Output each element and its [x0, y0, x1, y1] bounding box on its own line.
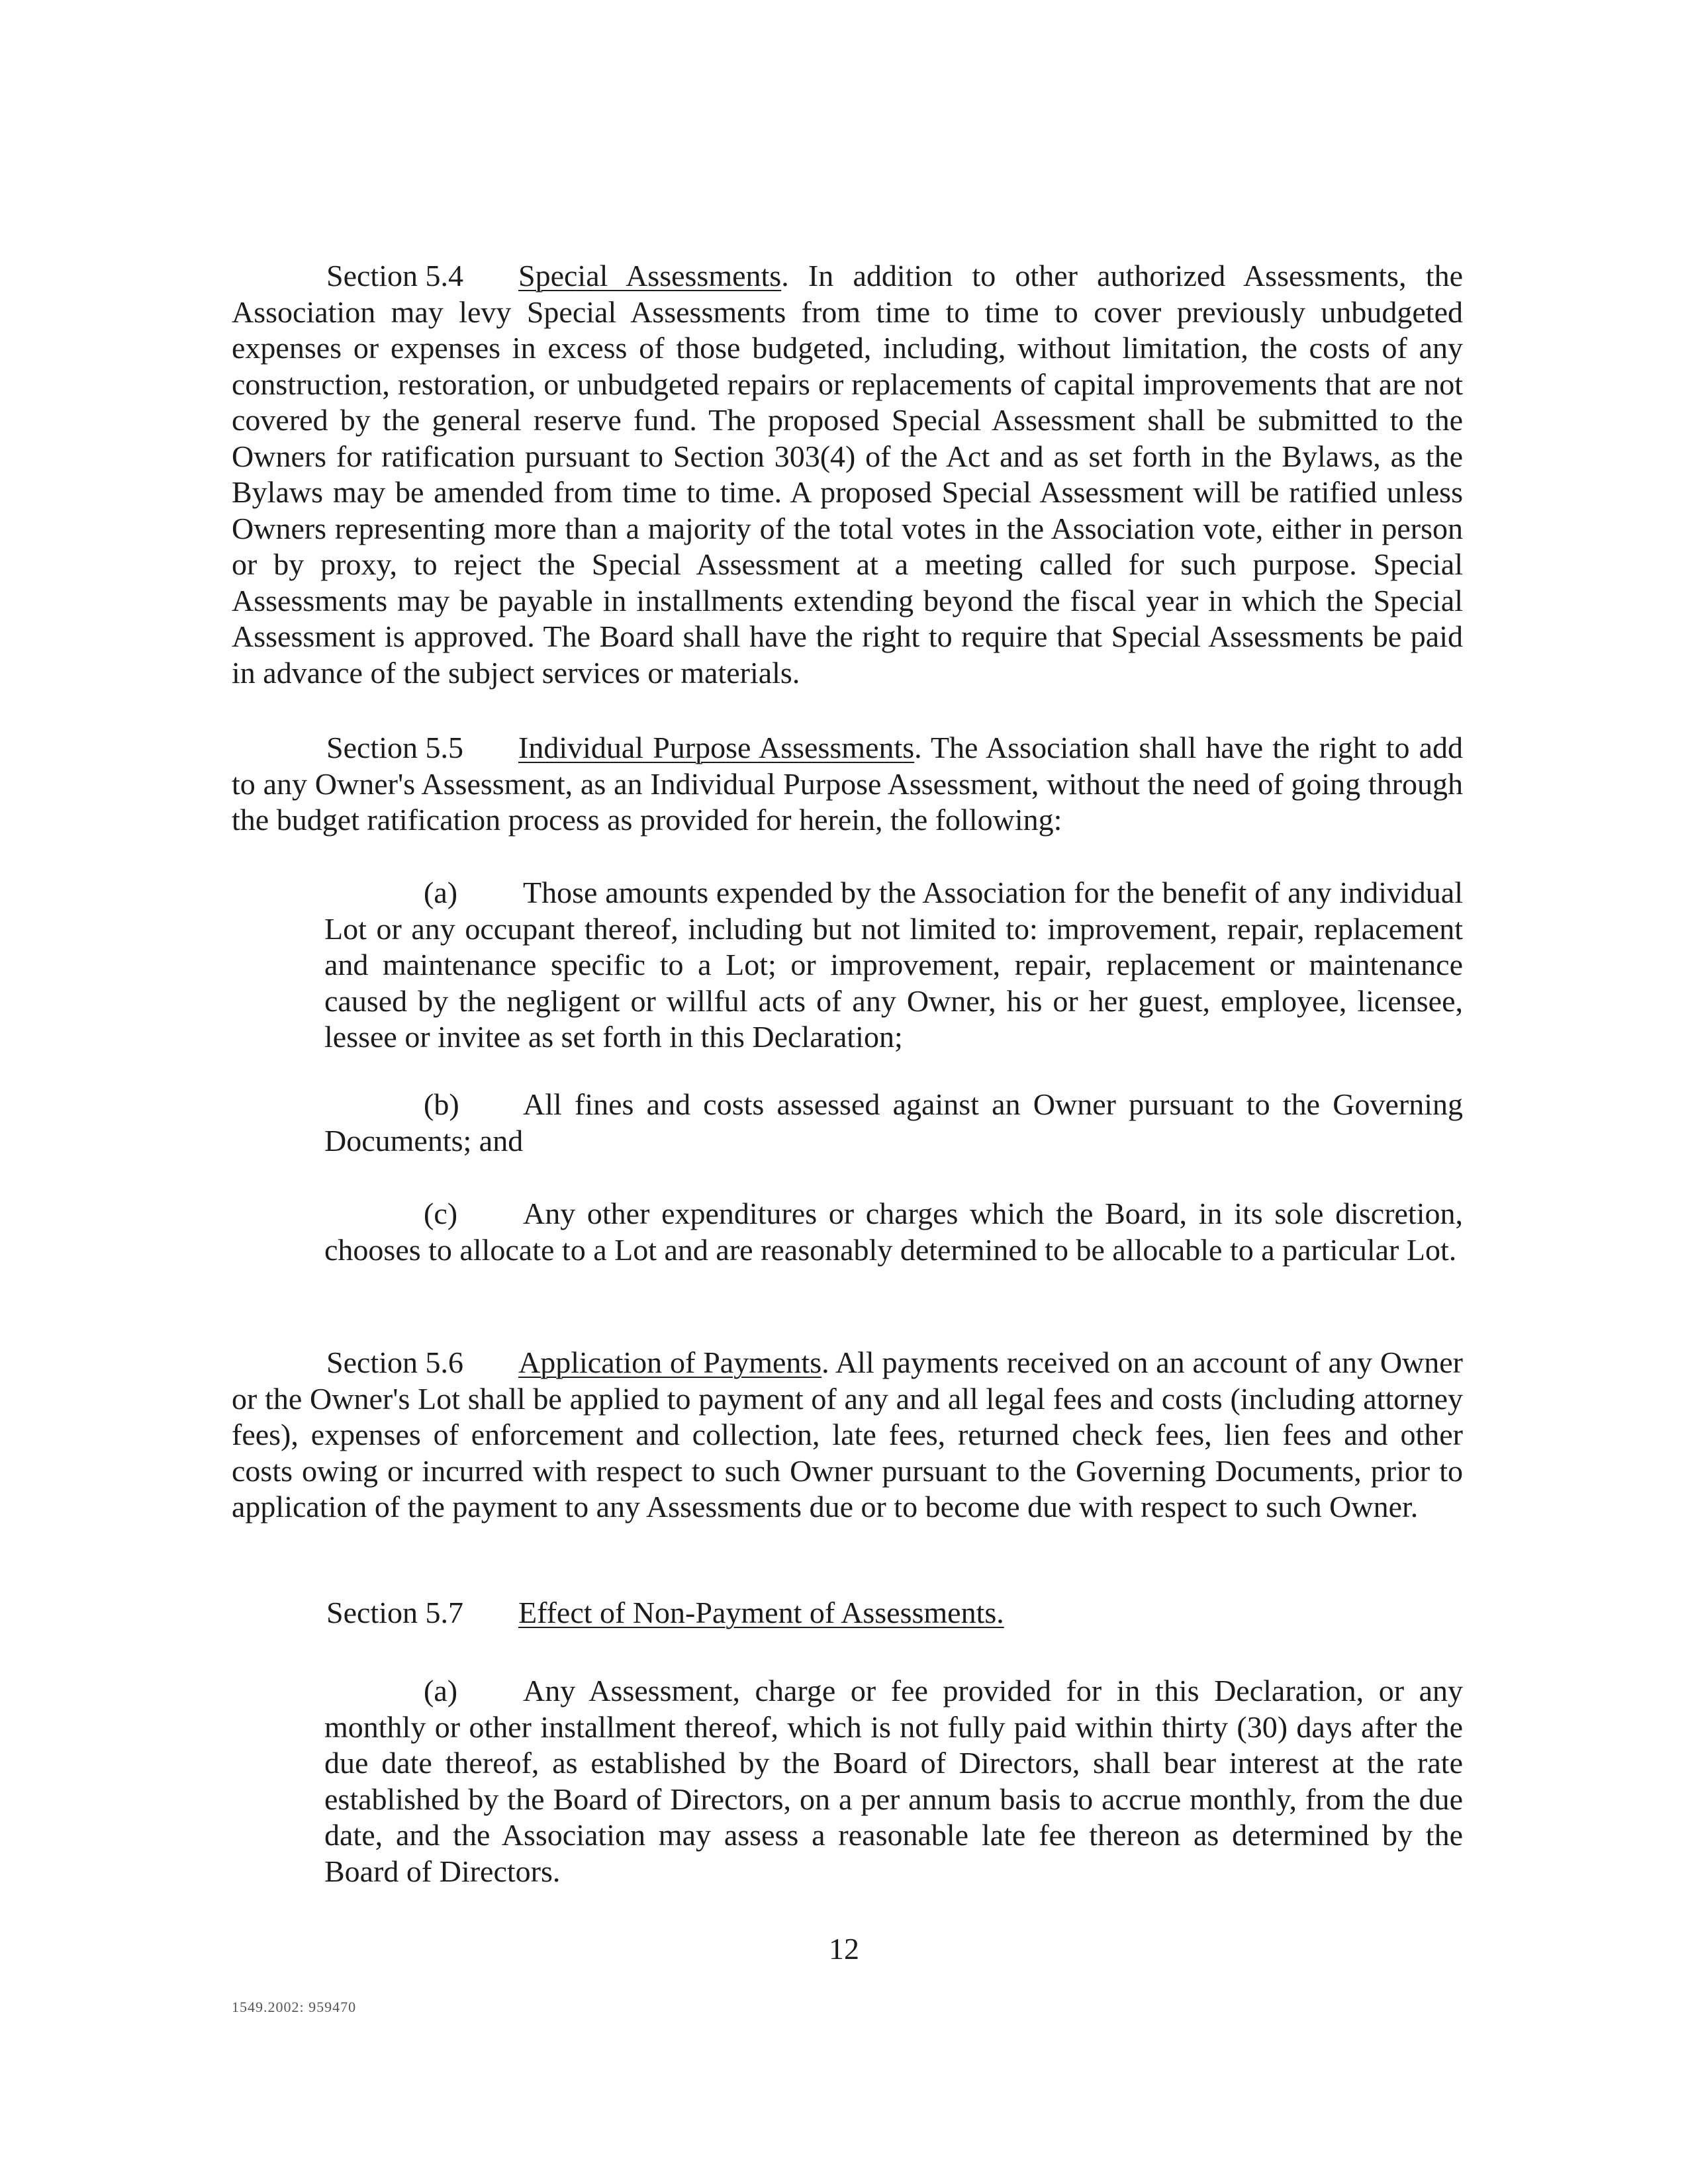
- section-5-5: Section 5.5 Individual Purpose Assessments. The Association shall have the right to add to any Owner's Assessment, as an Individual Purpose Assessment, without the need of going through the budget ratification process as provided for herein, the following:: [232, 731, 1463, 837]
- section-text: The Association shall have the right to add to any Owner's Assessment, as an Individual Purpose Assessment, without the need of going through the budget ratification process as provided for herein, the following:: [232, 731, 1463, 837]
- item-label: (b): [424, 1087, 459, 1121]
- document-id: 1549.2002: 959470: [232, 1999, 357, 2015]
- section-5-7: [232, 1595, 1463, 1631]
- section-5-4: Section 5.4 Special Assessments. In addition to other authorized Assessments, the Association may levy Special Assessments from time to time to cover previously unbudgeted expenses or expenses in excess of those budgeted, including, without limitation, the costs of any construction, restoration, or unbudgeted repairs or replacements of capital improvements that are not covered by the general reserve fund. The proposed Special Assessment shall be submitted to the Owners for ratification pursuant to Section 303(4) of the Act and as set forth in the Bylaws, as the Bylaws may be amended from time to time. A proposed Special Assessment will be ratified unless Owners representing more than a majority of the total votes in the Association vote, either in person or by proxy, to reject the Special Assessment at a meeting called for such purpose. Special Assessments may be payable in installments extending beyond the fiscal year in which the Special Assessment is approved. The Board shall have the right to require that Special Assessments be paid in advance of the subject services or materials.: [232, 259, 1463, 690]
- section-5-5-item-a: [324, 875, 1463, 1056]
- item-label: (a): [424, 876, 458, 909]
- item-text: Any other expenditures or charges which the Board, in its sole discretion, chooses to allocate to a Lot and are reasonably determined to be allocable to a particular Lot.: [324, 1197, 1463, 1267]
- section-text: In addition to other authorized Assessments, the Association may levy Special Assessments from time to time to cover previously unbudgeted expenses or expenses in excess of those budgeted, including, without limitation, the costs of any construction, restoration, or unbudgeted repairs or replacements of capital improvements that are not covered by the general reserve fund. The proposed Special Assessment shall be submitted to the Owners for ratification pursuant to Section 303(4) of the Act and as set forth in the Bylaws, as the Bylaws may be amended from time to time. A proposed Special Assessment will be ratified unless Owners representing more than a majority of the total votes in the Association vote, either in person or by proxy, to reject the Special Assessment at a meeting called for such purpose. Special Assessments may be payable in installments extending beyond the fiscal year in which the Special Assessment is approved. The Board shall have the right to require that Special Assessments be paid in advance of the subject services or materials.: [232, 259, 1463, 690]
- section-number: Section 5.4: [326, 259, 463, 293]
- section-title: Effect of Non-Payment of Assessments.: [518, 1596, 1004, 1629]
- section-5-6: Section 5.6 Application of Payments. All payments received on an account of any Owner or the Owner's Lot shall be applied to payment of any and all legal fees and costs (including attorney fees), expenses of enforcement and collection, late fees, returned check fees, lien fees and other costs owing or incurred with respect to such Owner pursuant to the Governing Documents, prior to application of the payment to any Assessments due or to become due with respect to such Owner.: [232, 1345, 1463, 1524]
- item-text: Any Assessment, charge or fee provided for in this Declaration, or any monthly or other installment thereof, which is not fully paid within thirty (30) days after the due date thereof, as established by the Board of Directors, shall bear interest at the rate established by the Board of Directors, on a per annum basis to accrue monthly, from the due date, and the Association may assess a reasonable late fee thereon as determined by the Board of Directors.: [324, 1674, 1463, 1888]
- item-text: All fines and costs assessed against an Owner pursuant to the Governing Documents; and: [324, 1087, 1463, 1158]
- section-number: Section 5.5: [326, 731, 463, 764]
- section-title: Special Assessments: [518, 259, 782, 293]
- section-text: All payments received on an account of any Owner or the Owner's Lot shall be applied to payment of any and all legal fees and costs (including attorney fees), expenses of enforcement and collection, late fees, returned check fees, lien fees and other costs owing or incurred with respect to such Owner pursuant to the Governing Documents, prior to application of the payment to any Assessments due or to become due with respect to such Owner.: [232, 1345, 1463, 1524]
- section-5-5-item-c: [324, 1196, 1463, 1268]
- section-number: Section 5.6: [326, 1345, 463, 1379]
- page-number: 12: [829, 1932, 859, 1966]
- section-number: Section 5.7: [326, 1596, 463, 1629]
- section-title: Application of Payments: [518, 1345, 822, 1379]
- section-5-5-item-b: [324, 1087, 1463, 1159]
- section-title: Individual Purpose Assessments: [518, 731, 915, 764]
- section-5-7-item-a: [324, 1673, 1463, 1889]
- item-text: Those amounts expended by the Association for the benefit of any individual Lot or any occupant thereof, including but not limited to: improvement, repair, replacement and maintenance specific to a Lot; or improvement, repair, replacement or maintenance caused by the negligent or willful acts of any Owner, his or her guest, employee, licensee, lessee or invitee as set forth in this Declaration;: [324, 876, 1463, 1054]
- item-label: (a): [424, 1674, 458, 1707]
- item-label: (c): [424, 1197, 458, 1230]
